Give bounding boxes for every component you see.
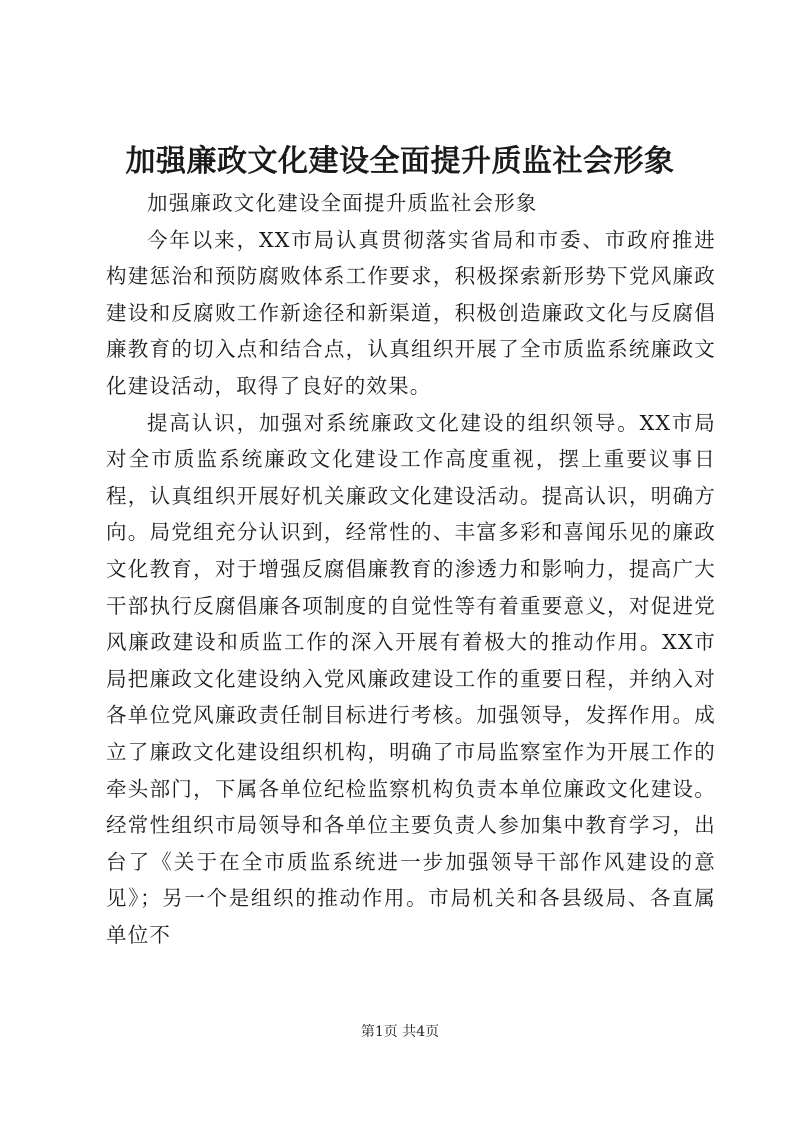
document-body — [106, 185, 716, 953]
subtitle-paragraph: 加强廉政文化建设全面提升质监社会形象 — [147, 191, 538, 215]
document-title: 加强廉政文化建设全面提升质监社会形象 — [125, 144, 675, 179]
intro-paragraph: 今年以来，XX市局认真贯彻落实省局和市委、市政府推进构建惩治和预防腐败体系工作要求，积极探索新形势下党风廉政建设和反腐败工作新途径和新渠道，积极创造廉政文化与反腐倡廉教育的切入点和结合点，认真组织开展了全市质监系统廉政文化建设活动，取得了良好的效果。 — [106, 227, 716, 398]
page-number-footer: 第1页 共4页 — [360, 1024, 440, 1040]
body-paragraph: 提高认识，加强对系统廉政文化建设的组织领导。XX市局对全市质监系统廉政文化建设工作高度重视，摆上重要议事日程，认真组织开展好机关廉政文化建设活动。提高认识，明确方向。局党组充分认识到，经常性的、丰富多彩和喜闻乐见的廉政文化教育，对于增强反腐倡廉教育的渗透力和影响力，提高广大干部执行反腐倡廉各项制度的自觉性等有着重要意义，对促进党风廉政建设和质监工作的深入开展有着极大的推动作用。XX市局把廉政文化建设纳入党风廉政建设工作的重要日程，并纳入对各单位党风廉政责任制目标进行考核。加强领导，发挥作用。成立了廉政文化建设组织机构，明确了市局监察室作为开展工作的牵头部门，下属各单位纪检监察机构负责本单位廉政文化建设。经常性组织市局领导和各单位主要负责人参加集中教育学习，出台了《关于在全市质监系统进一步加强领导干部作风建设的意见》；另一个是组织的推动作用。市局机关和各县级局、各直属单位不 — [106, 410, 716, 947]
